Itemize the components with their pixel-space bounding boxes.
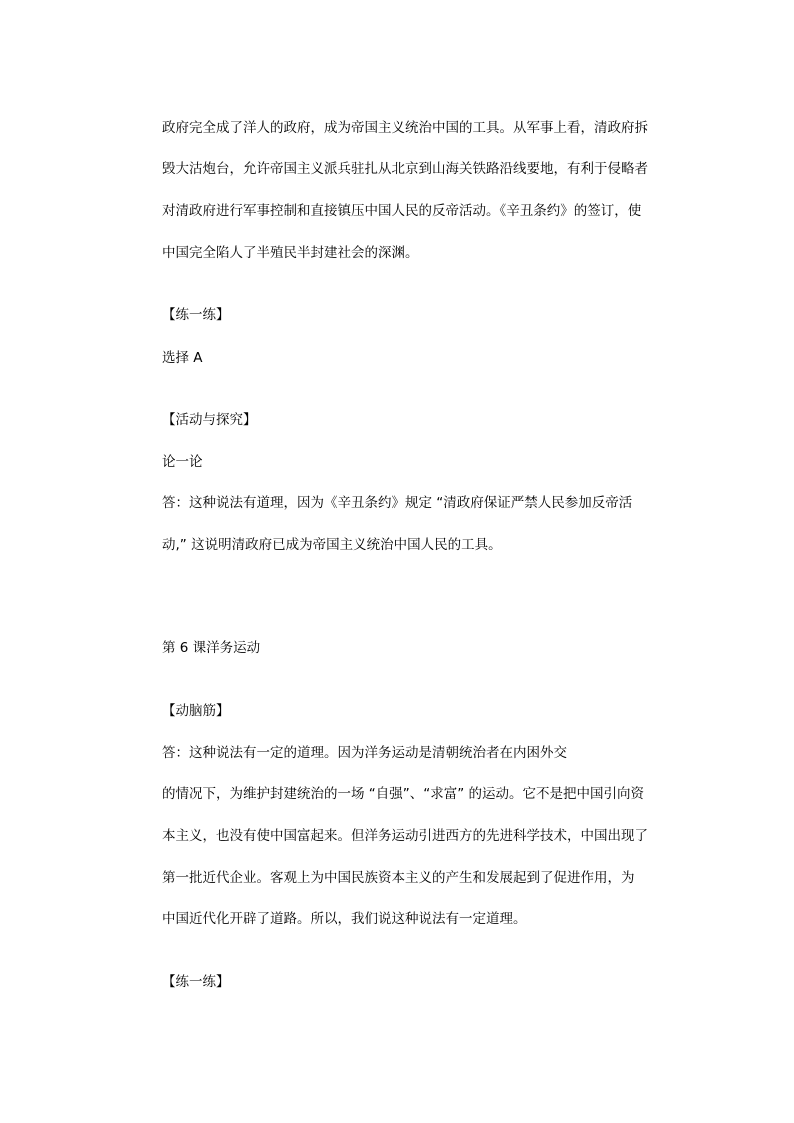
practice-answer: 选择 A: [162, 350, 203, 366]
paragraph-line: 中国完全陷人了半殖民半封建社会的深渊。: [162, 245, 419, 261]
paragraph-line: 毁大沽炮台，允许帝国主义派兵驻扎从北京到山海关铁路沿线要地，有利于侵略者: [162, 161, 648, 177]
paragraph-line: 对清政府进行军事控制和直接镇压中国人民的反帝活动。《辛丑条约》的签订，使: [162, 203, 642, 219]
paragraph-line: 政府完全成了洋人的政府，成为帝国主义统治中国的工具。从军事上看，清政府拆: [162, 120, 648, 136]
section-heading-practice: 【练一练】: [162, 974, 230, 990]
section-heading-activity: 【活动与探究】: [162, 412, 257, 428]
lesson-title: 第 6 课洋务运动: [162, 640, 261, 656]
paragraph-line: 第一批近代企业。客观上为中国民族资本主义的产生和发展起到了促进作用，为: [162, 870, 635, 886]
activity-subheading: 论一论: [162, 454, 203, 470]
paragraph-line: 答：这种说法有道理，因为《辛丑条约》规定 “清政府保证严禁人民参加反帝活: [162, 495, 633, 511]
paragraph-line: 本主义，也没有使中国富起来。但洋务运动引进西方的先进科学技术，中国出现了: [162, 828, 648, 844]
paragraph-line: 动,” 这说明清政府已成为帝国主义统治中国人民的工具。: [162, 537, 502, 553]
section-heading-brainstorm: 【动脑筋】: [162, 703, 230, 719]
paragraph-line: 的情况下，为维护封建统治的一场 “自强”、“求富” 的运动。它不是把中国引向资: [162, 786, 645, 802]
paragraph-line: 中国近代化开辟了道路。所以，我们说这种说法有一定道理。: [162, 911, 527, 927]
paragraph-line: 答：这种说法有一定的道理。因为洋务运动是清朝统治者在内困外交: [162, 745, 567, 761]
section-heading-practice: 【练一练】: [162, 307, 230, 323]
